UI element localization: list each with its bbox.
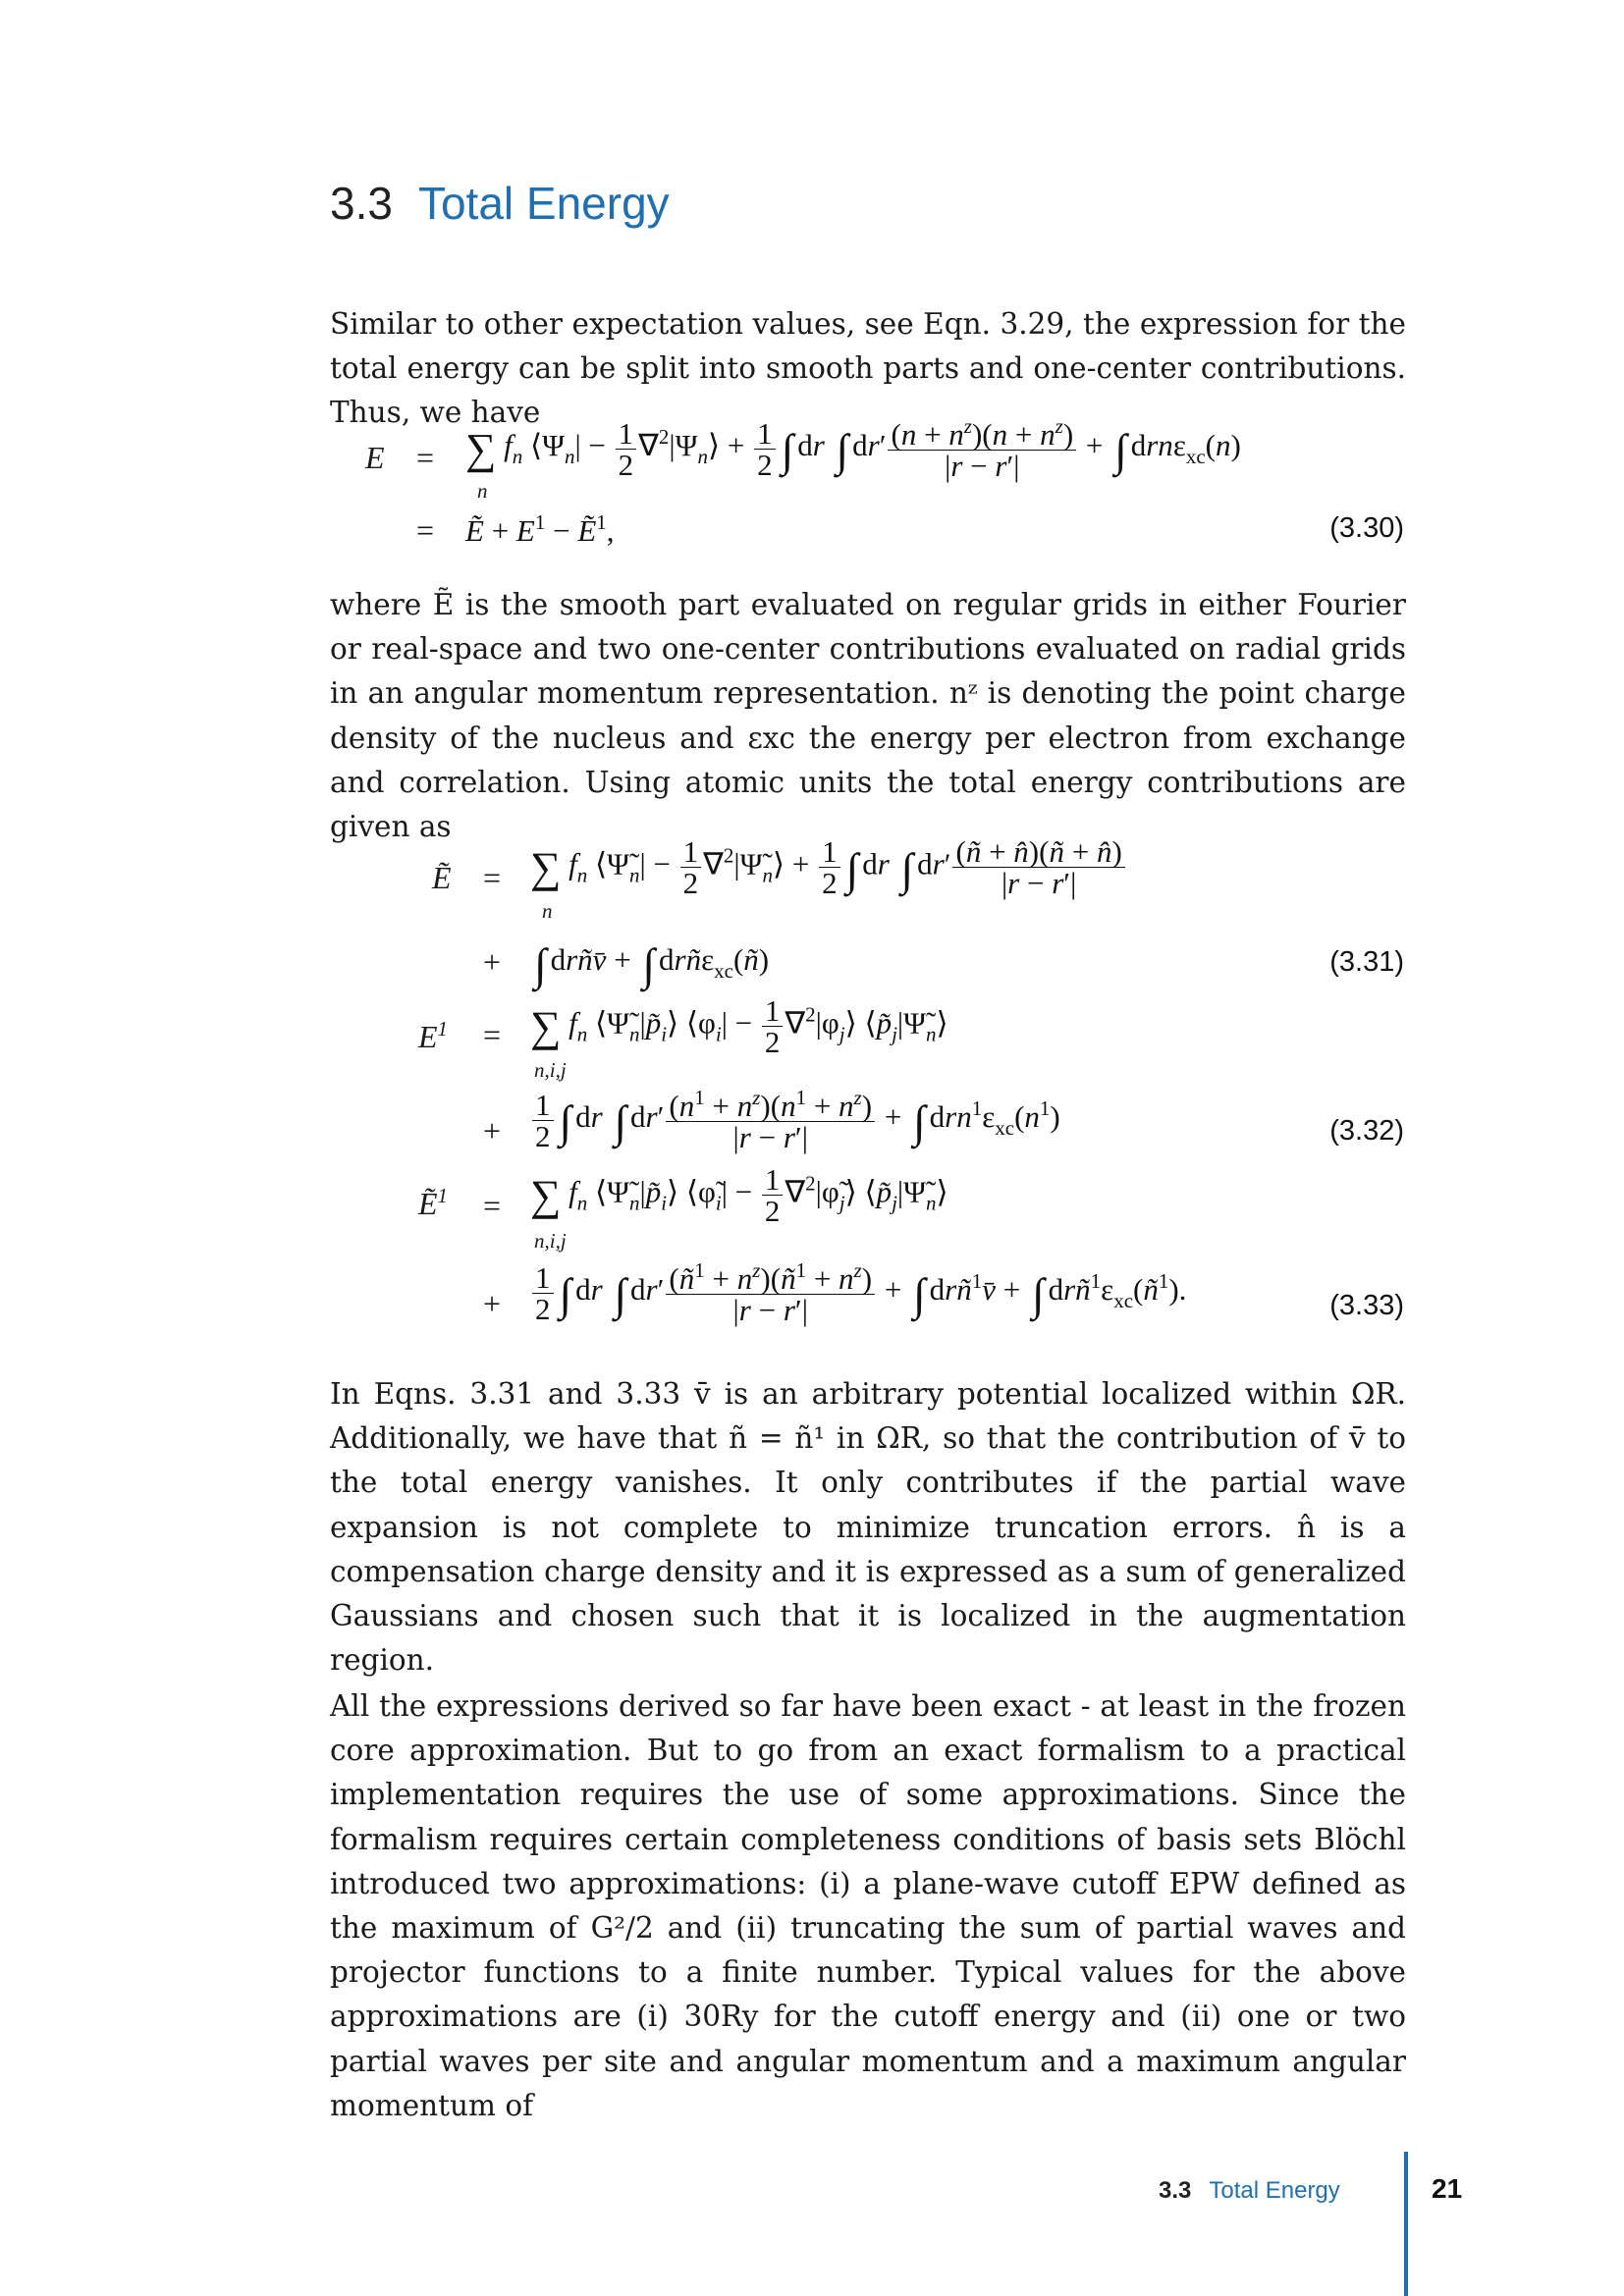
paragraph-eqns: In Eqns. 3.31 and 3.33 v̄ is an arbitrary potential localized within ΩR. Additionally, we have that ñ = ñ¹ in ΩR, so that the contribution of v̄ to the total energy vanishes. It only contributes if the partial wave expansion is not complete to minimize truncation errors. n̂ is a compensation charge density and it is expressed as a sum of generalized Gaussians and chosen such that it is localized in the augmentation region.	[330, 1377, 1406, 1678]
footer-section-title: Total Energy	[1209, 2177, 1340, 2204]
running-footer	[1159, 2177, 1340, 2205]
equation-number-3-33: (3.33)	[1329, 1290, 1404, 1321]
paragraph-approximations: All the expressions derived so far have been exact - at least in the frozen core approximation. But to go from an exact formalism to a practical implementation requires the use of some approximations. Since the formalism requires certain completeness conditions of basis sets Blöchl introduced two approximations: (i) a plane-wave cutoff EPW defined as the maximum of G²/2 and (ii) truncating the sum of partial waves and projector functions to a finite number. Typical values for the above approximations are (i) 30Ry for the cutoff energy and (ii) one or two partial waves per site and angular momentum and a maximum angular momentum of	[330, 1689, 1406, 2122]
page-number: 21	[1432, 2173, 1463, 2204]
section-number: 3.3	[330, 178, 393, 229]
paragraph-intro: Similar to other expectation values, see Eqn. 3.29, the expression for the total energy can be split into smooth parts and one-center contributions. Thus, we have	[330, 307, 1406, 430]
section-heading	[330, 177, 670, 230]
paragraph-where: where Ẽ is the smooth part evaluated on regular grids in either Fourier or real-space and two one-center contributions evaluated on radial grids in an angular momentum representation. nᶻ is denoting the point charge density of the nucleus and εxc the energy per electron from exchange and correlation. Using atomic units the total energy contributions are given as	[330, 588, 1406, 844]
equation-number-3-31: (3.31)	[1329, 946, 1404, 978]
footer-section-number: 3.3	[1159, 2177, 1192, 2204]
equation-number-3-30: (3.30)	[1329, 512, 1404, 544]
equation-number-3-32: (3.32)	[1329, 1115, 1404, 1147]
footer-rule	[1404, 2152, 1408, 2296]
section-title: Total Energy	[417, 178, 670, 229]
